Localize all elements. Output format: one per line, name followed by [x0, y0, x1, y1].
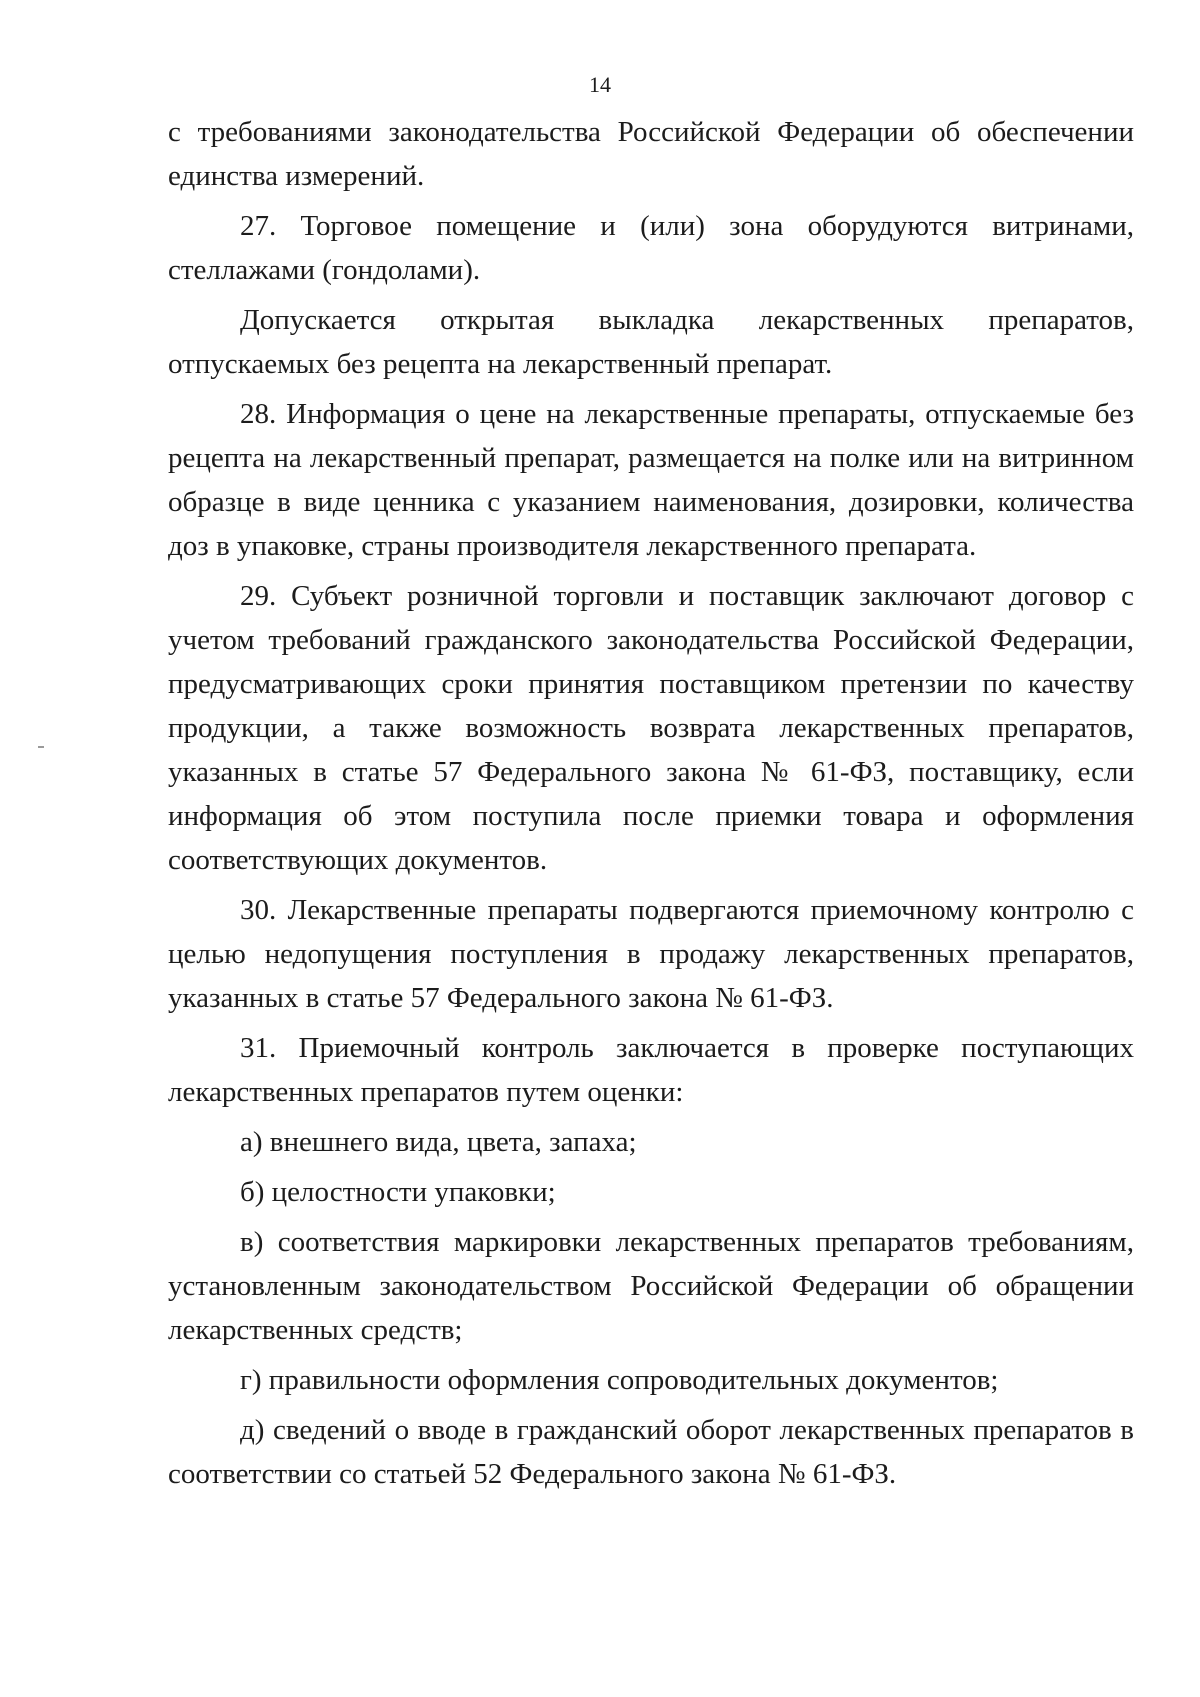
list-item-b: б) целостности упаковки;	[240, 1176, 556, 1208]
paragraph-item-31: 31. Приемочный контроль заключается в проверке поступающих лекарственных препаратов путем оценки:	[168, 1032, 1134, 1108]
paragraph-item-29: 29. Субъект розничной торговли и поставщик заключают договор с учетом требований гражданского законодательства Российской Федерации, предусматривающих сроки принятия поставщиком претензии по качеству продукции, а также возможность возврата лекарственных препаратов, указанных в статье 57 Федерального закона № 61-ФЗ, поставщику, если информация об этом поступила после приемки товара и оформления соответствующих документов.	[168, 580, 1134, 876]
list-item-v: в) соответствия маркировки лекарственных препаратов требованиям, установленным законодательством Российской Федерации об обращении лекарственных средств;	[168, 1226, 1134, 1346]
document-body	[168, 110, 1134, 1496]
scan-artifact-mark	[38, 746, 44, 748]
list-item-d: д) сведений о вводе в гражданский оборот лекарственных препаратов в соответствии со статьей 52 Федерального закона № 61-ФЗ.	[168, 1414, 1134, 1490]
paragraph-item-30: 30. Лекарственные препараты подвергаются приемочному контролю с целью недопущения поступления в продажу лекарственных препаратов, указанных в статье 57 Федерального закона № 61-ФЗ.	[168, 894, 1134, 1014]
list-item-g: г) правильности оформления сопроводительных документов;	[240, 1364, 999, 1396]
page-number: 14	[589, 72, 611, 97]
list-item-a: а) внешнего вида, цвета, запаха;	[240, 1126, 637, 1158]
paragraph-continuation: с требованиями законодательства Российской Федерации об обеспечении единства измерений.	[168, 116, 1134, 192]
paragraph-open-display: Допускается открытая выкладка лекарственных препаратов, отпускаемых без рецепта на лекарственный препарат.	[168, 304, 1134, 380]
paragraph-item-27: 27. Торговое помещение и (или) зона оборудуются витринами, стеллажами (гондолами).	[168, 210, 1134, 286]
paragraph-item-28: 28. Информация о цене на лекарственные препараты, отпускаемые без рецепта на лекарственный препарат, размещается на полке или на витринном образце в виде ценника с указанием наименования, дозировки, количества доз в упаковке, страны производителя лекарственного препарата.	[168, 398, 1134, 562]
